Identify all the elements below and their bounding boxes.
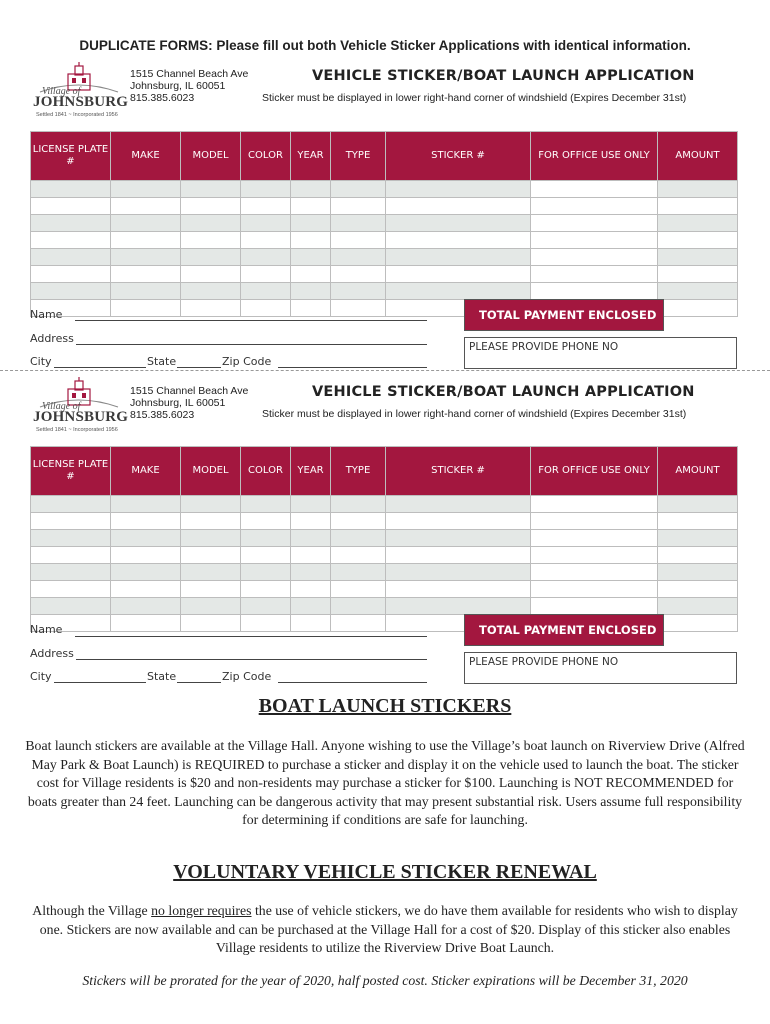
table-row (31, 513, 738, 530)
name-field[interactable] (75, 636, 427, 637)
logo-settled: Settled 1841 ~ Incorporated 1956 (36, 427, 118, 433)
city-field[interactable] (54, 367, 146, 368)
table-row (31, 496, 738, 513)
table-row (31, 598, 738, 615)
col-model: MODEL (181, 447, 241, 496)
form-subtitle: Sticker must be displayed in lower right-hand corner of windshield (Expires December 31st) (262, 408, 687, 420)
name-label: Name (30, 308, 63, 321)
city-label: City (30, 670, 52, 683)
state-field[interactable] (177, 367, 221, 368)
village-address (130, 68, 248, 104)
state-label: State (147, 670, 177, 683)
address-label: Address (30, 332, 74, 345)
table-row (31, 249, 738, 266)
col-model: MODEL (181, 132, 241, 181)
form-title: VEHICLE STICKER/BOAT LAUNCH APPLICATION (312, 384, 695, 400)
village-logo (30, 377, 129, 437)
name-field[interactable] (75, 320, 427, 321)
col-amount: AMOUNT (658, 132, 738, 181)
col-sticker: STICKER # (386, 132, 531, 181)
table-row (31, 564, 738, 581)
col-office-use: FOR OFFICE USE ONLY (531, 132, 658, 181)
address-city: Johnsburg, IL 60051 (130, 80, 226, 92)
phone-field[interactable]: PLEASE PROVIDE PHONE NO (464, 652, 737, 684)
voluntary-text-end: the use of vehicle stickers, we do have them available for residents who wish to display one. Stickers are now available and can be purchased at the Village Hall for a cost of $20. Display of this sticker also enables Village residents to utilize the Riverview Drive Boat Launch. (39, 903, 738, 955)
col-type: TYPE (331, 132, 386, 181)
city-field[interactable] (54, 682, 146, 683)
col-year: YEAR (291, 132, 331, 181)
logo-name: JOHNSBURG (33, 94, 129, 110)
cut-line-divider (0, 370, 770, 371)
voluntary-text-start: Although the Village (32, 903, 152, 918)
col-license-plate: LICENSE PLATE # (31, 447, 111, 496)
vehicle-table (30, 446, 738, 632)
boat-launch-text: Boat launch stickers are available at the Village Hall. Anyone wishing to use the Village’s boat launch on Riverview Drive (Alfred May Park & Boat Launch) is REQUIRED to purchase a sticker and display it on the vehicle used to launch the boat. The sticker cost for Village residents is $20 and non-residents may purchase a sticker for $100. Launching is NOT RECOMMENDED for boats greater than 24 feet. Launching can be dangerous activity that may present substantial risk. Users assume full responsibility for determining if conditions are safe for launching. (25, 738, 745, 827)
table-row (31, 581, 738, 598)
logo-name: JOHNSBURG (33, 409, 129, 425)
state-label: State (147, 355, 177, 368)
zip-field[interactable] (278, 367, 427, 368)
logo-village-of: Village of (42, 86, 81, 97)
phone-field[interactable]: PLEASE PROVIDE PHONE NO (464, 337, 737, 369)
col-make: MAKE (111, 447, 181, 496)
name-label: Name (30, 623, 63, 636)
col-amount: AMOUNT (658, 447, 738, 496)
col-color: COLOR (241, 447, 291, 496)
address-field[interactable] (76, 344, 427, 345)
col-make: MAKE (111, 132, 181, 181)
address-street: 1515 Channel Beach Ave (130, 385, 249, 397)
table-row (31, 215, 738, 232)
table-row (31, 181, 738, 198)
total-payment-enclosed: TOTAL PAYMENT ENCLOSED (464, 299, 664, 331)
col-office-use: FOR OFFICE USE ONLY (531, 447, 658, 496)
col-license-plate: LICENSE PLATE # (31, 132, 111, 181)
address-field[interactable] (76, 659, 427, 660)
address-label: Address (30, 647, 74, 660)
address-phone: 815.385.6023 (130, 409, 195, 421)
voluntary-renewal-heading: VOLUNTARY VEHICLE STICKER RENEWAL (173, 861, 597, 883)
voluntary-text-emphasis: no longer requires (151, 903, 252, 918)
vehicle-table (30, 131, 738, 317)
table-row (31, 283, 738, 300)
col-sticker: STICKER # (386, 447, 531, 496)
zip-label: Zip Code (222, 355, 272, 368)
table-row (31, 547, 738, 564)
state-field[interactable] (177, 682, 221, 683)
proration-note: Stickers will be prorated for the year of 2020, half posted cost. Sticker expirations will be December 31, 2020 (82, 973, 688, 988)
city-label: City (30, 355, 52, 368)
zip-label: Zip Code (222, 670, 272, 683)
village-address (130, 385, 248, 421)
col-year: YEAR (291, 447, 331, 496)
col-type: TYPE (331, 447, 386, 496)
address-phone: 815.385.6023 (130, 92, 195, 104)
village-logo (30, 62, 129, 122)
table-row (31, 530, 738, 547)
address-street: 1515 Channel Beach Ave (130, 68, 249, 80)
voluntary-renewal-text (25, 902, 745, 958)
total-payment-enclosed: TOTAL PAYMENT ENCLOSED (464, 614, 664, 646)
address-city: Johnsburg, IL 60051 (130, 397, 226, 409)
form-title: VEHICLE STICKER/BOAT LAUNCH APPLICATION (312, 68, 695, 84)
boat-launch-heading: BOAT LAUNCH STICKERS (258, 695, 512, 717)
duplicate-forms-notice: DUPLICATE FORMS: Please fill out both Vehicle Sticker Applications with identical information. (79, 38, 691, 53)
zip-field[interactable] (278, 682, 427, 683)
form-subtitle: Sticker must be displayed in lower right-hand corner of windshield (Expires December 31st) (262, 92, 687, 104)
table-row (31, 232, 738, 249)
col-color: COLOR (241, 132, 291, 181)
table-row (31, 266, 738, 283)
logo-settled: Settled 1841 ~ Incorporated 1956 (36, 112, 118, 118)
table-row (31, 198, 738, 215)
logo-village-of: Village of (42, 401, 81, 412)
